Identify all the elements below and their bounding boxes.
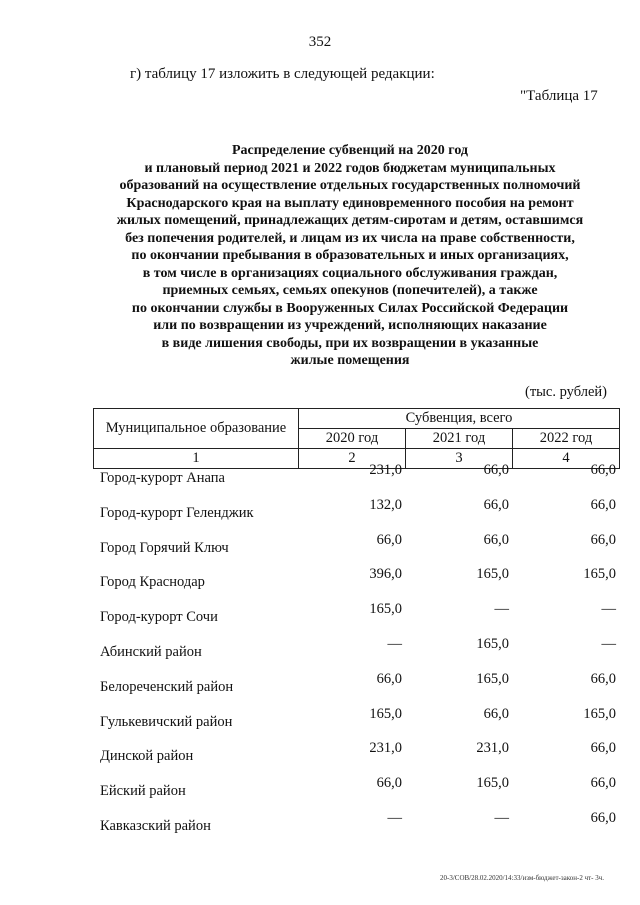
title-line: жилые помещения — [290, 353, 410, 368]
value-2022: 165,0 — [583, 705, 616, 722]
value-2022: 66,0 — [590, 496, 616, 513]
value-2021: 66,0 — [483, 705, 509, 722]
title-line: Краснодарского края на выплату единовременного пособия на ремонт — [126, 195, 574, 211]
table-body — [100, 462, 620, 845]
column-number: 3 — [406, 449, 513, 469]
column-number: 1 — [94, 449, 299, 469]
value-2020: 66,0 — [376, 670, 402, 687]
value-2020: 165,0 — [369, 601, 402, 618]
table-row — [100, 810, 620, 845]
value-2021: 165,0 — [476, 566, 509, 583]
value-2022: 66,0 — [590, 531, 616, 548]
title-line: или по возвращении из учреждений, исполняющих наказание — [153, 318, 547, 333]
table-row — [100, 566, 620, 601]
table-label: "Таблица 17 — [520, 88, 598, 104]
value-2020: 165,0 — [369, 705, 402, 722]
value-2020: — — [387, 635, 402, 652]
municipality-name: Ейский район — [100, 783, 186, 800]
value-2020: — — [387, 809, 402, 826]
column-number: 4 — [513, 449, 620, 469]
value-2020: 132,0 — [369, 496, 402, 513]
municipality-name: Абинский район — [100, 643, 202, 660]
municipality-name: Гулькевичский район — [100, 713, 233, 730]
value-2022: — — [601, 601, 616, 618]
value-2021: 165,0 — [476, 635, 509, 652]
title-line: по окончании службы в Вооруженных Силах Российской Федерации — [131, 300, 569, 316]
table-row — [100, 532, 620, 567]
table-row — [100, 636, 620, 671]
value-2020: 396,0 — [369, 566, 402, 583]
table-row — [100, 775, 620, 810]
title-line: без попечения родителей, и лицам из их числа на праве собственности, — [125, 230, 575, 246]
table-row — [100, 497, 620, 532]
page-number: 352 — [308, 34, 332, 50]
municipality-name: Город-курорт Геленджик — [100, 504, 254, 521]
municipality-name: Кавказский район — [100, 817, 211, 834]
value-2022: — — [601, 635, 616, 652]
municipality-name: Город Горячий Ключ — [100, 539, 229, 556]
header-year-2020: 2020 год — [299, 429, 406, 449]
title-line: приемных семьях, семьях опекунов (попечителей), а также — [162, 283, 538, 298]
title-line: образований на осуществление отдельных государственных полномочий — [119, 178, 581, 193]
table-row — [100, 706, 620, 741]
table-row — [100, 740, 620, 775]
column-number: 2 — [299, 449, 406, 469]
value-2022: 66,0 — [590, 740, 616, 757]
title-line: и плановый период 2021 и 2022 годов бюджетам муниципальных — [144, 160, 556, 176]
footer-document-code: 20-3/СОВ/28.02.2020/14:33/изм-бюджет-закон-2 чт- 3ч. — [440, 874, 605, 882]
value-2021: — — [494, 601, 509, 618]
value-2021: 165,0 — [476, 670, 509, 687]
units-label: (тыс. рублей) — [525, 384, 607, 400]
title-line: в том числе в организациях социального обслуживания граждан, — [142, 265, 558, 281]
title-line: Распределение субвенций на 2020 год — [232, 143, 468, 158]
value-2022: 66,0 — [590, 462, 616, 478]
title-line: жилых помещений, принадлежащих детям-сиротам и детям, оставшимся — [116, 213, 584, 228]
header-municipality: Муниципальное образование — [94, 409, 299, 449]
value-2021: 66,0 — [483, 462, 509, 478]
municipality-name: Белореченский район — [100, 678, 234, 695]
table-row — [100, 671, 620, 706]
value-2021: 165,0 — [476, 775, 509, 792]
value-2021: 66,0 — [483, 531, 509, 548]
municipality-name: Город Краснодар — [100, 574, 205, 591]
value-2022: 165,0 — [583, 566, 616, 583]
municipality-name: Город-курорт Сочи — [100, 609, 218, 626]
value-2022: 66,0 — [590, 775, 616, 792]
document-title — [80, 142, 620, 370]
header-year-2022: 2022 год — [513, 429, 620, 449]
intro-text: г) таблицу 17 изложить в следующей редакции: — [130, 66, 435, 82]
municipality-name: Город-курорт Анапа — [100, 470, 225, 486]
value-2022: 66,0 — [590, 670, 616, 687]
value-2021: 231,0 — [476, 740, 509, 757]
municipality-name: Динской район — [100, 748, 194, 765]
value-2022: 66,0 — [590, 809, 616, 826]
value-2020: 66,0 — [376, 775, 402, 792]
header-year-2021: 2021 год — [406, 429, 513, 449]
table-row — [100, 601, 620, 636]
header-subvention-total: Субвенция, всего — [299, 409, 620, 429]
table-row — [100, 462, 620, 497]
title-line: в виде лишения свободы, при их возвращении в указанные — [161, 335, 539, 351]
value-2021: 66,0 — [483, 496, 509, 513]
value-2020: 231,0 — [369, 740, 402, 757]
value-2020: 66,0 — [376, 531, 402, 548]
value-2021: — — [494, 809, 509, 826]
title-line: по окончании пребывания в образовательных и иных организациях, — [131, 248, 569, 263]
value-2020: 231,0 — [369, 462, 402, 478]
table-header — [93, 408, 620, 469]
